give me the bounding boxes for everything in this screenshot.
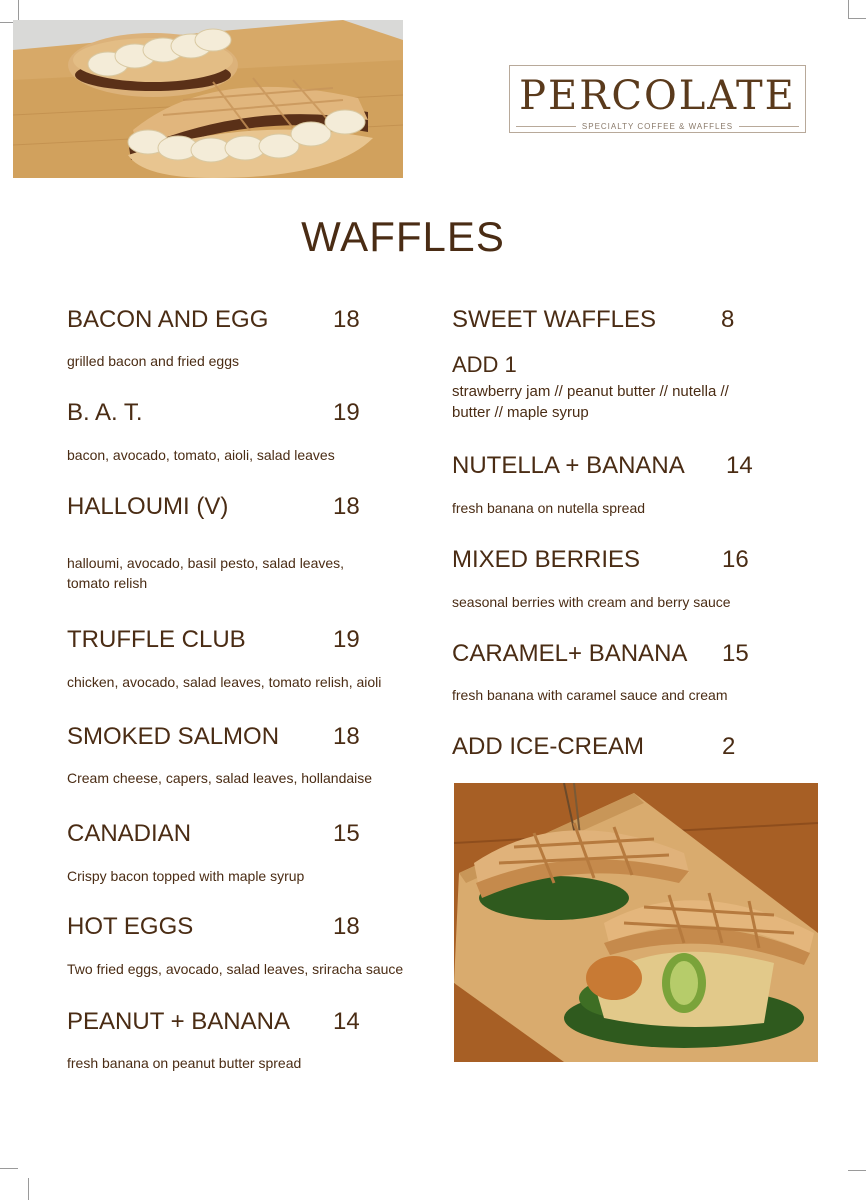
menu-item-name: MIXED BERRIES [452,546,641,573]
brand-name: PERCOLATE [519,73,796,119]
crop-mark [0,1168,18,1169]
menu-item-description: fresh banana on nutella spread [452,500,646,516]
menu-item-description: chicken, avocado, salad leaves, tomato relish, aioli [67,674,382,690]
menu-item-name: TRUFFLE CLUB [67,626,246,653]
divider [516,126,576,127]
banana-waffle-photo-icon [13,20,403,178]
menu-item-price: 18 [333,306,360,333]
crop-mark [848,18,866,19]
addon-options: strawberry jam // peanut butter // nutella // butter // maple syrup [452,383,729,421]
crop-mark [848,1170,866,1171]
menu-item-name: PEANUT + BANANA [67,1008,290,1035]
savory-waffle-photo-icon [454,783,818,1062]
menu-item-price: 18 [333,493,360,520]
menu-item-price: 18 [333,723,360,750]
menu-item-price: 14 [333,1008,360,1035]
menu-item-name: SWEET WAFFLES [452,306,657,333]
menu-item-price: 14 [726,452,753,479]
menu-item-price: 19 [333,399,360,426]
menu-item-name: HALLOUMI (V) [67,493,229,520]
crop-mark [18,0,19,22]
menu-item-description: seasonal berries with cream and berry sauce [452,594,731,610]
crop-mark [28,1178,29,1200]
menu-item-price: 19 [333,626,360,653]
menu-item-price: 15 [333,820,360,847]
menu-item-price: 16 [722,546,749,573]
menu-item-name: B. A. T. [67,399,143,426]
menu-item-description: halloumi, avocado, basil pesto, salad leaves, tomato relish [67,555,345,591]
menu-item-price: 18 [333,913,360,940]
menu-item-description: Two fried eggs, avocado, salad leaves, sriracha sauce [67,961,404,977]
addon-label: ADD 1 [452,352,517,377]
menu-item-description: fresh banana on peanut butter spread [67,1055,302,1071]
menu-item-price: 15 [722,640,749,667]
menu-item-name: CANADIAN [67,820,192,847]
menu-item-description: Cream cheese, capers, salad leaves, hollandaise [67,770,373,786]
brand-tagline-row [510,122,805,131]
brand-logo [509,65,806,133]
menu-item-description: bacon, avocado, tomato, aioli, salad leaves [67,447,335,463]
menu-item-name: NUTELLA + BANANA [452,452,685,479]
divider [739,126,799,127]
menu-item-price: 8 [721,306,735,333]
brand-tagline: SPECIALTY COFFEE & WAFFLES [581,122,734,131]
menu-item-name: BACON AND EGG [67,306,269,333]
menu-item-description: grilled bacon and fried eggs [67,353,240,369]
menu-item-price: 2 [722,733,736,760]
menu-item-description: fresh banana with caramel sauce and cream [452,687,728,703]
menu-item-name: CARAMEL+ BANANA [452,640,688,667]
crop-mark [848,0,849,18]
menu-item-name: SMOKED SALMON [67,723,280,750]
menu-item-description: Crispy bacon topped with maple syrup [67,868,305,884]
page-title: WAFFLES [301,213,505,260]
menu-item-name: ADD ICE-CREAM [452,733,645,760]
menu-item-name: HOT EGGS [67,913,194,940]
